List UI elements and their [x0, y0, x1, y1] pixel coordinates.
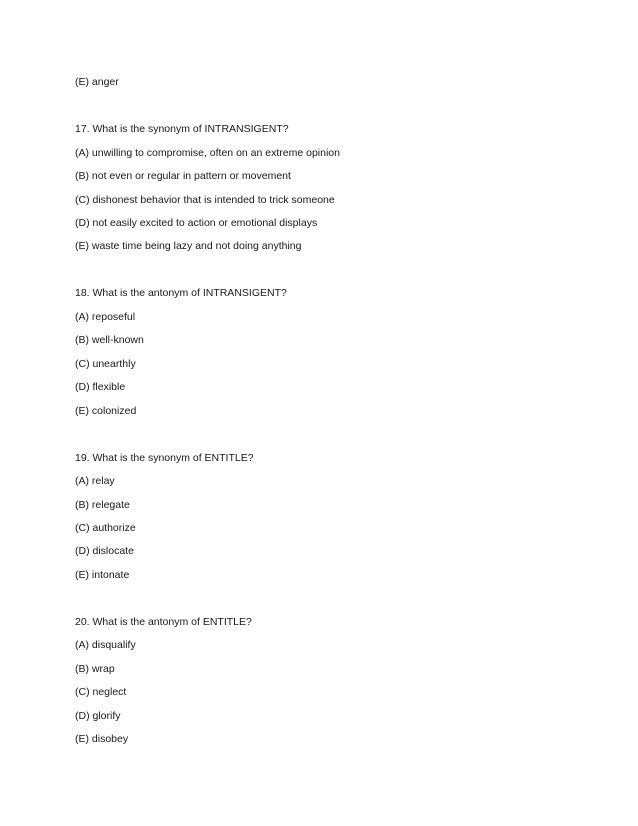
answer-option-c: (C) authorize — [75, 522, 136, 534]
answer-option-b: (B) well-known — [75, 334, 144, 346]
answer-option-c: (C) unearthly — [75, 358, 136, 370]
answer-option-e: (E) anger — [75, 76, 119, 88]
answer-option-a: (A) unwilling to compromise, often on an extreme opinion — [75, 147, 340, 159]
answer-option-a: (A) relay — [75, 475, 115, 487]
question-17: 17. What is the synonym of INTRANSIGENT? — [75, 123, 289, 135]
answer-option-a: (A) reposeful — [75, 311, 136, 323]
answer-option-b: (B) relegate — [75, 499, 130, 511]
answer-option-e: (E) waste time being lazy and not doing anything — [75, 240, 302, 252]
answer-option-e: (E) intonate — [75, 569, 130, 581]
answer-option-d: (D) dislocate — [75, 545, 134, 557]
answer-option-d: (D) not easily excited to action or emotional displays — [75, 217, 318, 229]
question-19: 19. What is the synonym of ENTITLE? — [75, 452, 254, 464]
answer-option-a: (A) disqualify — [75, 639, 136, 651]
answer-option-e: (E) disobey — [75, 733, 129, 745]
answer-option-e: (E) colonized — [75, 405, 137, 417]
answer-option-d: (D) flexible — [75, 381, 126, 393]
answer-option-b: (B) not even or regular in pattern or movement — [75, 170, 291, 182]
answer-option-d: (D) glorify — [75, 710, 121, 722]
answer-option-b: (B) wrap — [75, 663, 115, 675]
answer-option-c: (C) neglect — [75, 686, 127, 698]
question-20: 20. What is the antonym of ENTITLE? — [75, 616, 252, 628]
answer-option-c: (C) dishonest behavior that is intended to trick someone — [75, 194, 335, 206]
question-18: 18. What is the antonym of INTRANSIGENT? — [75, 287, 287, 299]
